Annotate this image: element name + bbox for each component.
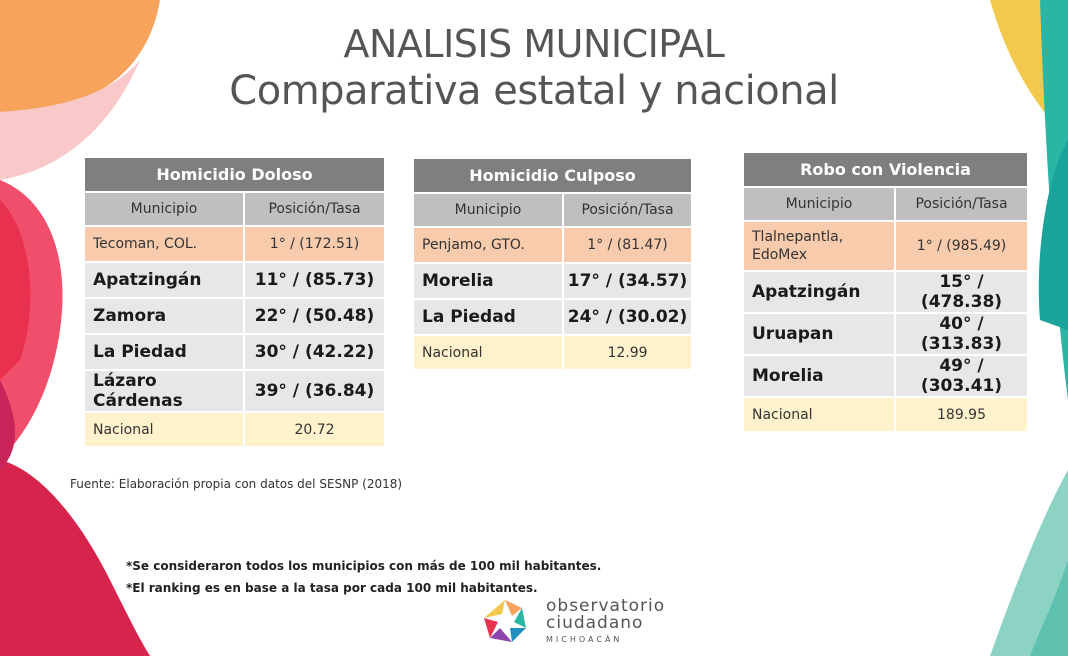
- table-title: Robo con Violencia: [744, 153, 1027, 186]
- national-label-cell: Nacional: [744, 398, 896, 431]
- posicion-cell: 40° / (313.83): [896, 314, 1027, 354]
- posicion-cell: 17° / (34.57): [564, 264, 691, 298]
- table-row-top-ranked: [85, 227, 384, 261]
- posicion-cell: 30° / (42.22): [245, 335, 384, 369]
- page-title-line1: ANALISIS MUNICIPAL: [343, 22, 725, 66]
- column-header-municipio: Municipio: [744, 188, 896, 220]
- municipio-cell: Apatzingán: [744, 272, 896, 312]
- national-value-cell: 189.95: [896, 398, 1027, 431]
- observatorio-logo-icon: [482, 598, 528, 644]
- municipio-cell: Uruapan: [744, 314, 896, 354]
- table-homicidio-doloso: [85, 156, 384, 448]
- table-title: Homicidio Culposo: [414, 159, 691, 192]
- logo-line-michoacan: MICHOACÁN: [546, 635, 623, 644]
- page-title-line2: Comparativa estatal y nacional: [229, 68, 839, 114]
- posicion-cell: 49° / (303.41): [896, 356, 1027, 396]
- table-row-national: [744, 398, 1027, 431]
- table-row: [744, 356, 1027, 396]
- table-homicidio-culposo: [414, 157, 691, 371]
- posicion-cell: 39° / (36.84): [245, 371, 384, 411]
- national-label-cell: Nacional: [85, 413, 245, 446]
- column-header-posicion-tasa: Posición/Tasa: [564, 194, 691, 226]
- column-header-posicion-tasa: Posición/Tasa: [896, 188, 1027, 220]
- municipio-cell: Lázaro Cárdenas: [85, 371, 245, 411]
- municipio-cell: Morelia: [744, 356, 896, 396]
- source-note: Fuente: Elaboración propia con datos del SESNP (2018): [70, 477, 403, 491]
- column-header-municipio: Municipio: [414, 194, 564, 226]
- footnote-municipios: *Se consideraron todos los municipios con más de 100 mil habitantes.: [126, 559, 602, 573]
- column-header-posicion-tasa: Posición/Tasa: [245, 193, 384, 225]
- column-header-municipio: Municipio: [85, 193, 245, 225]
- table-row-top-ranked: [414, 228, 691, 262]
- national-value-cell: 20.72: [245, 413, 384, 446]
- national-value-cell: 12.99: [564, 336, 691, 369]
- logo-line-ciudadano: ciudadano: [546, 613, 644, 633]
- table-row: [85, 371, 384, 411]
- posicion-cell: 1° / (172.51): [245, 227, 384, 261]
- municipio-cell: Penjamo, GTO.: [414, 228, 564, 262]
- posicion-cell: 15° / (478.38): [896, 272, 1027, 312]
- municipio-cell: Zamora: [85, 299, 245, 333]
- municipio-cell: La Piedad: [85, 335, 245, 369]
- municipio-cell: Tecoman, COL.: [85, 227, 245, 261]
- municipio-cell: La Piedad: [414, 300, 564, 334]
- table-row: [85, 299, 384, 333]
- table-row: [85, 335, 384, 369]
- national-label-cell: Nacional: [414, 336, 564, 369]
- municipio-cell: Apatzingán: [85, 263, 245, 297]
- table-row: [414, 264, 691, 298]
- logo-line-observatorio: observatorio: [546, 596, 666, 616]
- posicion-cell: 1° / (81.47): [564, 228, 691, 262]
- table-title: Homicidio Doloso: [85, 158, 384, 191]
- table-row: [414, 300, 691, 334]
- posicion-cell: 11° / (85.73): [245, 263, 384, 297]
- posicion-cell: 22° / (50.48): [245, 299, 384, 333]
- posicion-cell: 24° / (30.02): [564, 300, 691, 334]
- table-row-top-ranked: [744, 222, 1027, 270]
- footnote-ranking: *El ranking es en base a la tasa por cada 100 mil habitantes.: [126, 581, 538, 595]
- municipio-cell: Tlalnepantla, EdoMex: [744, 222, 896, 270]
- table-row: [744, 272, 1027, 312]
- table-row-national: [85, 413, 384, 446]
- table-row: [744, 314, 1027, 354]
- table-robo-con-violencia: [744, 151, 1027, 433]
- posicion-cell: 1° / (985.49): [896, 222, 1027, 270]
- table-row: [85, 263, 384, 297]
- municipio-cell: Morelia: [414, 264, 564, 298]
- observatorio-logo-text: [546, 598, 665, 646]
- table-row-national: [414, 336, 691, 369]
